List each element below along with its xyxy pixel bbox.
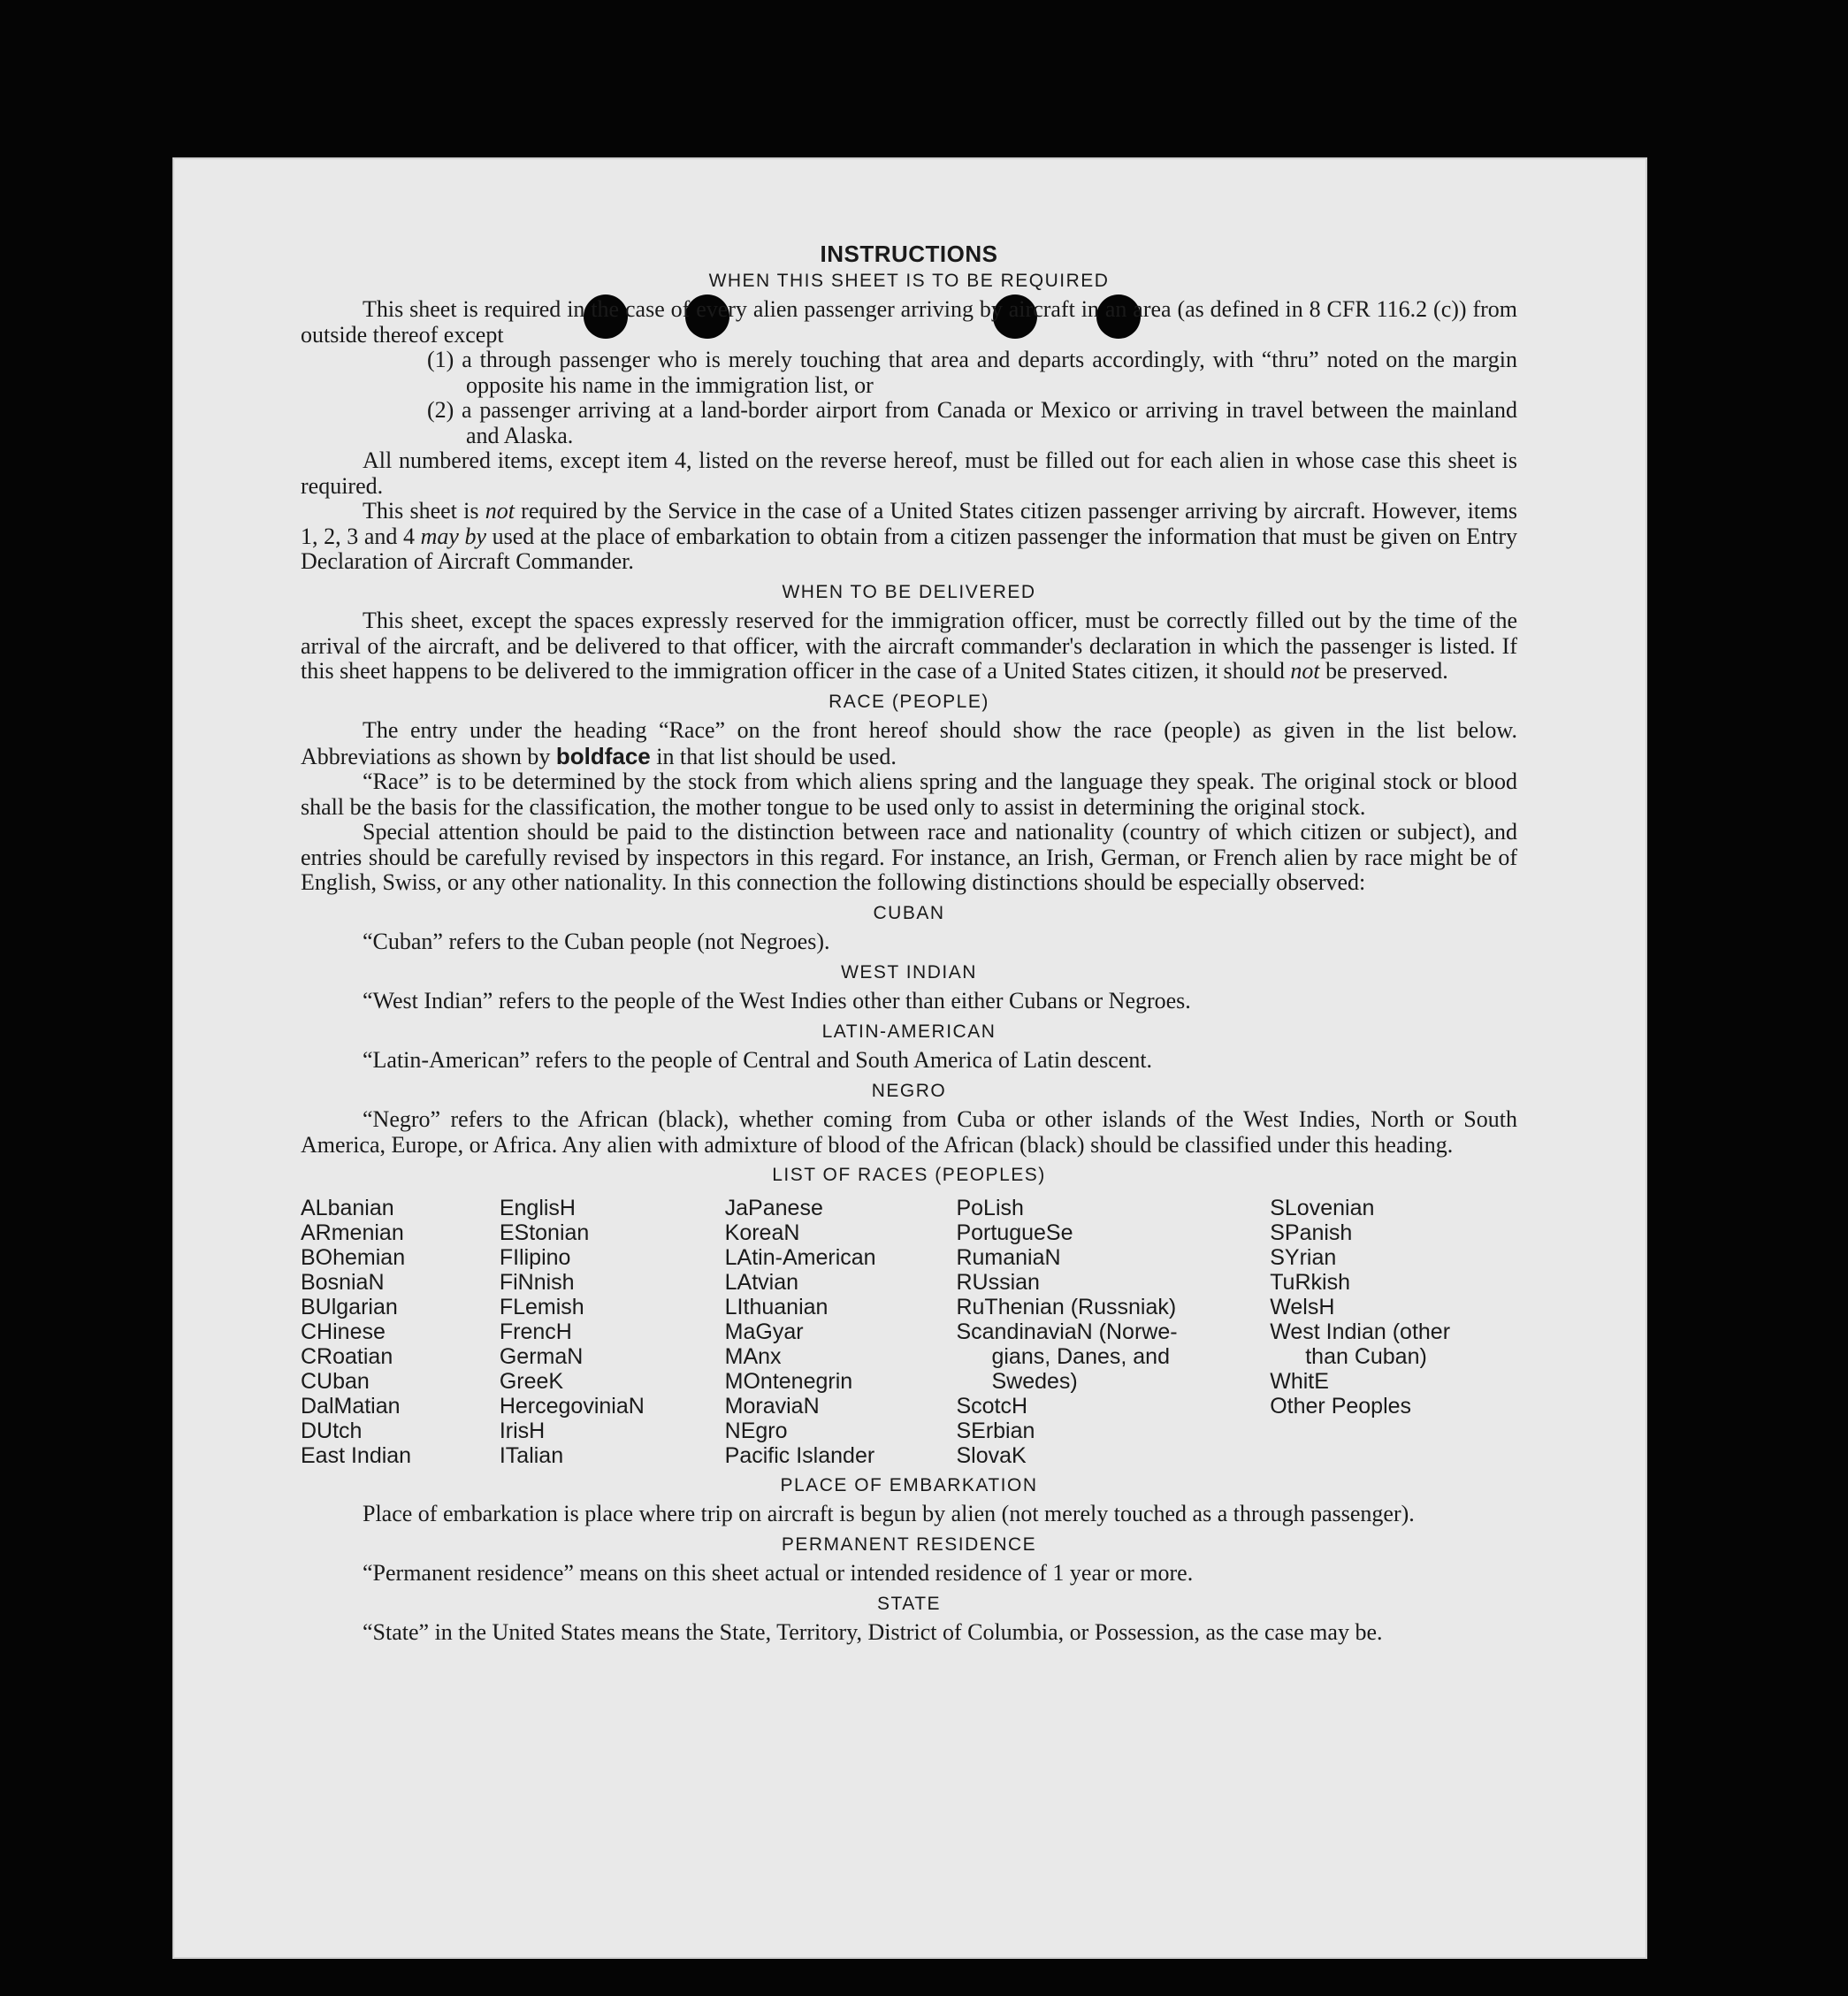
race-entry: FrencH — [499, 1319, 572, 1344]
race-entry: SLovenian — [1270, 1195, 1375, 1220]
exception-item-2: (2) a passenger arriving at a land-border airport from Canada or Mexico or arriving in travel between the mainland and Alaska. — [427, 397, 1517, 448]
race-entry: LAtvian — [724, 1269, 799, 1295]
race-entry: SYrian — [1270, 1244, 1337, 1270]
race-entry: RuThenian (Russniak) — [956, 1294, 1177, 1319]
race-entry-continued: gians, Danes, and — [991, 1343, 1170, 1369]
paragraph-race-determined: “Race” is to be determined by the stock from which aliens spring and the language they speak. The original stock or blood shall be the basis for the classification, the mother tongue to be used only to assist in determining the original stock. — [301, 769, 1517, 820]
paragraph-citizen: This sheet is not required by the Service in the case of a United States citizen passenger arriving by aircraft. However, items 1, 2, 3 and 4 may by used at the place of embarkation to obtain from a citizen passenger the information that must be given on Entry Declaration of Aircraft Commander. — [301, 498, 1518, 574]
race-entry: Other Peoples — [1270, 1393, 1412, 1419]
race-entry: EStonian — [499, 1220, 590, 1245]
race-entry: NEgro — [724, 1418, 788, 1443]
race-entry: GreeK — [499, 1368, 564, 1394]
heading-negro: NEGRO — [871, 1080, 947, 1101]
race-entry: MoraviaN — [724, 1393, 820, 1419]
paragraph-embarkation: Place of embarkation is place where trip on aircraft is begun by alien (not merely touched as a through passenger). — [363, 1501, 1415, 1526]
race-entry: BosniaN — [301, 1269, 385, 1295]
heading-when-delivered: WHEN TO BE DELIVERED — [782, 581, 1036, 602]
race-column-3 — [725, 1196, 957, 1468]
race-entry: RUssian — [956, 1269, 1040, 1295]
race-entry: DalMatian — [301, 1393, 401, 1419]
race-entry: IrisH — [499, 1418, 546, 1443]
race-entry: SPanish — [1270, 1220, 1353, 1245]
paragraph-required: This sheet is required in the case of every alien passenger arriving by aircraft in an area (as defined in 8 CFR 116.2 (c)) from outside thereof except — [301, 296, 1517, 348]
race-entry: DUtch — [301, 1418, 363, 1443]
race-entry: ScotcH — [956, 1393, 1028, 1419]
race-entry-continued: than Cuban) — [1305, 1343, 1427, 1369]
race-entry: MAnx — [724, 1343, 782, 1369]
paragraph-cuban: “Cuban” refers to the Cuban people (not Negroes). — [363, 929, 830, 954]
paragraph-numbered-items: All numbered items, except item 4, listed on the reverse hereof, must be filled out for each alien in whose case this sheet is required. — [301, 447, 1517, 499]
race-entry: SErbian — [956, 1418, 1035, 1443]
paragraph-west-indian: “West Indian” refers to the people of the West Indies other than either Cubans or Negroes. — [363, 988, 1191, 1013]
race-entry: CRoatian — [301, 1343, 393, 1369]
heading-race: RACE (PEOPLE) — [829, 691, 989, 712]
heading-list-of-races: LIST OF RACES (PEOPLES) — [772, 1165, 1046, 1185]
race-entry: SlovaK — [956, 1442, 1027, 1468]
race-entry: HercegoviniaN — [499, 1393, 645, 1419]
heading-state: STATE — [876, 1593, 942, 1614]
race-entry: LIthuanian — [724, 1294, 829, 1319]
race-entry: KoreaN — [724, 1220, 800, 1245]
instructions-content — [301, 241, 1517, 1646]
race-entry: WelsH — [1270, 1294, 1335, 1319]
race-entry: CHinese — [301, 1319, 386, 1344]
race-entry: EnglisH — [499, 1195, 576, 1220]
race-entry: Pacific Islander — [724, 1442, 875, 1468]
race-column-1 — [301, 1196, 500, 1468]
race-column-5 — [1270, 1196, 1517, 1468]
paragraph-residence: “Permanent residence” means on this sheet actual or intended residence of 1 year or more. — [363, 1560, 1194, 1586]
paragraph-latin-american: “Latin-American” refers to the people of Central and South America of Latin descent. — [363, 1047, 1153, 1073]
paragraph-negro: “Negro” refers to the African (black), whether coming from Cuba or other islands of the West Indies, North or South America, Europe, or Africa. Any alien with admixture of blood of the African (black) should be classified under this heading. — [301, 1106, 1517, 1158]
race-entry: ALbanian — [301, 1195, 394, 1220]
race-entry: West Indian (other — [1270, 1319, 1451, 1344]
race-entry: JaPanese — [724, 1195, 823, 1220]
paragraph-state: “State” in the United States means the State, Territory, District of Columbia, or Possession, as the case may be. — [363, 1619, 1383, 1645]
race-entry: PoLish — [956, 1195, 1024, 1220]
document-sheet — [172, 157, 1647, 1959]
race-entry: ARmenian — [301, 1220, 404, 1245]
race-entry: BUlgarian — [301, 1294, 398, 1319]
race-entry: PortugueSe — [956, 1220, 1073, 1245]
race-list — [301, 1196, 1517, 1468]
race-entry: CUban — [301, 1368, 370, 1394]
race-entry: RumaniaN — [956, 1244, 1061, 1270]
race-column-4 — [956, 1196, 1270, 1468]
paragraph-race-distinction: Special attention should be paid to the distinction between race and nationality (country of which citizen or subject), and entries should be carefully revised by inspectors in this regard. For instance, an Irish, German, or French alien by race might be of English, Swiss, or any other nationality. In this connection the following distinctions should be especially observed: — [301, 819, 1517, 895]
page-title: INSTRUCTIONS — [820, 241, 998, 267]
race-entry: WhitE — [1270, 1368, 1329, 1394]
race-entry: FiNnish — [499, 1269, 575, 1295]
heading-residence: PERMANENT RESIDENCE — [781, 1533, 1037, 1555]
race-entry: MOntenegrin — [724, 1368, 853, 1394]
race-column-2 — [500, 1196, 725, 1468]
race-entry: MaGyar — [724, 1319, 804, 1344]
exception-item-1: (1) a through passenger who is merely touching that area and departs accordingly, with “thru” noted on the margin opposite his name in the immigration list, or — [427, 347, 1517, 398]
race-entry: LAtin-American — [724, 1244, 876, 1270]
race-entry: TuRkish — [1270, 1269, 1350, 1295]
heading-latin-american: LATIN-AMERICAN — [821, 1021, 997, 1042]
paragraph-delivered: This sheet, except the spaces expressly reserved for the immigration officer, must be correctly filled out by the time of the arrival of the aircraft, and be delivered to that officer, with the aircraft commander's declaration in which the passenger is listed. If this sheet happens to be delivered to the immigration officer in the case of a United States citizen, it should not be preserved. — [301, 608, 1517, 684]
heading-embarkation: PLACE OF EMBARKATION — [780, 1474, 1038, 1495]
race-entry: East Indian — [301, 1442, 412, 1468]
race-entry: GermaN — [499, 1343, 584, 1369]
heading-when-required: WHEN THIS SHEET IS TO BE REQUIRED — [708, 270, 1110, 291]
race-entry-continued: Swedes) — [991, 1368, 1078, 1394]
race-entry: FLemish — [499, 1294, 584, 1319]
race-entry: FIlipino — [499, 1244, 571, 1270]
heading-west-indian: WEST INDIAN — [841, 961, 977, 983]
paragraph-race-entry: The entry under the heading “Race” on the front hereof should show the race (people) as given in the list below. Abbreviations as shown by boldface in that list should be used. — [301, 717, 1517, 769]
race-entry: ITalian — [499, 1442, 564, 1468]
race-entry: BOhemian — [301, 1244, 406, 1270]
heading-cuban: CUBAN — [873, 902, 945, 923]
race-entry: ScandinaviaN (Norwe- — [956, 1319, 1178, 1344]
